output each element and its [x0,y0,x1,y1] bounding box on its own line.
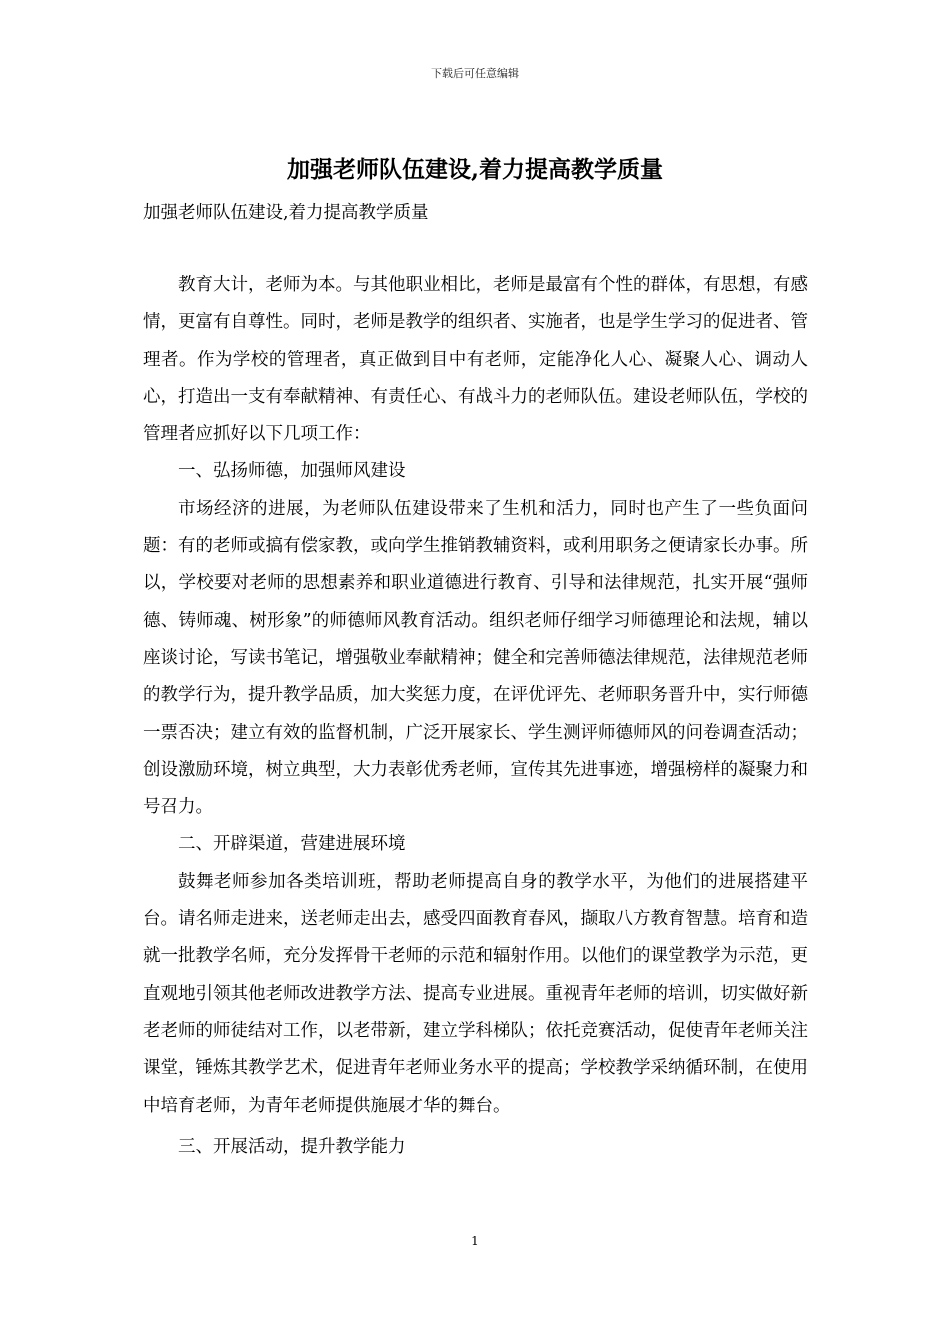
paragraph-section-2: 鼓舞老师参加各类培训班，帮助老师提高自身的教学水平，为他们的进展搭建平台。请名师走进来，送老师走出去，感受四面教育春风，撷取八方教育智慧。培育和造就一批教学名师，充分发挥骨干老师的示范和辐射作用。以他们的课堂教学为示范，更直观地引领其他老师改进教学方法、提高专业进展。重视青年老师的培训，切实做好新老老师的师徒结对工作，以老带新，建立学科梯队；依托竞赛活动，促使青年老师关注课堂，锤炼其教学艺术，促进青年老师业务水平的提高；学校教学采纳循环制，在使用中培育老师，为青年老师提供施展才华的舞台。 [143,871,808,1116]
section-heading-2: 二、开辟渠道，营建进展环境 [178,834,406,855]
document-subtitle: 加强老师队伍建设,着力提高教学质量 [143,203,429,223]
section-heading-3: 三、开展活动，提升教学能力 [178,1136,406,1157]
section-heading-1: 一、弘扬师德，加强师风建设 [178,461,406,482]
page-number: 1 [471,1234,479,1248]
page-header: 下载后可任意编辑 [431,67,519,80]
document-body [143,267,808,1166]
document-title: 加强老师队伍建设,着力提高教学质量 [286,156,663,183]
paragraph-intro: 教育大计，老师为本。与其他职业相比，老师是最富有个性的群体，有思想，有感情，更富有自尊性。同时，老师是教学的组织者、实施者，也是学生学习的促进者、管理者。作为学校的管理者，真正做到目中有老师，定能净化人心、凝聚人心、调动人心，打造出一支有奉献精神、有责任心、有战斗力的老师队伍。建设老师队伍，学校的管理者应抓好以下几项工作： [143,275,808,445]
paragraph-section-1: 市场经济的进展，为老师队伍建设带来了生机和活力，同时也产生了一些负面问题：有的老师或搞有偿家教，或向学生推销教辅资料，或利用职务之便请家长办事。所以，学校要对老师的思想素养和职业道德进行教育、引导和法律规范，扎实开展“强师德、铸师魂、树形象”的师德师风教育活动。组织老师仔细学习师德理论和法规，辅以座谈讨论，写读书笔记，增强敬业奉献精神；健全和完善师德法律规范，法律规范老师的教学行为，提升教学品质，加大奖惩力度，在评优评先、老师职务晋升中，实行师德一票否决；建立有效的监督机制，广泛开展家长、学生测评师德师风的问卷调查活动；创设激励环境，树立典型，大力表彰优秀老师，宣传其先进事迹，增强榜样的凝聚力和号召力。 [143,498,808,818]
